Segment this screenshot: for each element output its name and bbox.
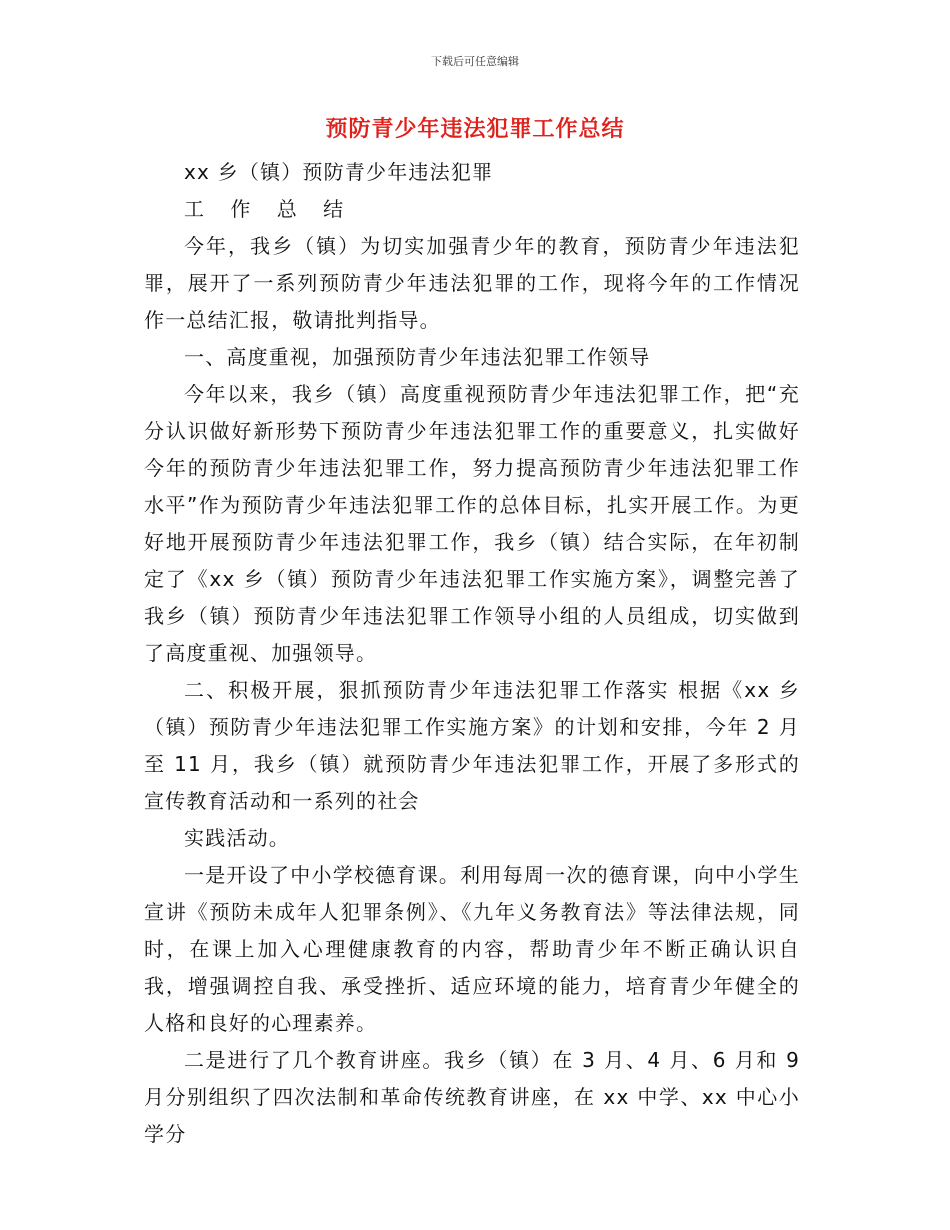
document-body: [144, 154, 800, 1153]
paragraph-section-1: 今年以来，我乡（镇）高度重视预防青少年违法犯罪工作，把“充分认识做好新形势下预防青少年违法犯罪工作的重要意义，扎实做好今年的预防青少年违法犯罪工作，努力提高预防青少年违法犯罪工作水平”作为预防青少年违法犯罪工作的总体目标，扎实开展工作。为更好地开展预防青少年违法犯罪工作，我乡（镇）结合实际，在年初制定了《xx 乡（镇）预防青少年违法犯罪工作实施方案》，调整完善了我乡（镇）预防青少年违法犯罪工作领导小组的人员组成，切实做到了高度重视、加强领导。: [144, 382, 800, 665]
section-heading-2: 二、积极开展，狠抓预防青少年违法犯罪工作落实 根据《xx 乡（镇）预防青少年违法犯罪工作实施方案》的计划和安排，今年 2 月至 11 月，我乡（镇）就预防青少年违法犯罪工作，开展了多形式的宣传教育活动和一系列的社会: [144, 678, 800, 813]
document-title: 预防青少年违法犯罪工作总结: [325, 117, 625, 142]
paragraph-practice: 实践活动。: [184, 826, 290, 850]
paragraph-subtitle: xx 乡（镇）预防青少年违法犯罪: [184, 160, 494, 184]
paragraph-intro: 今年，我乡（镇）为切实加强青少年的教育，预防青少年违法犯罪，展开了一系列预防青少年违法犯罪的工作，现将今年的工作情况作一总结汇报，敬请批判指导。: [144, 234, 800, 332]
paragraph-moral-course: 一是开设了中小学校德育课。利用每周一次的德育课，向中小学生宣讲《预防未成年人犯罪条例》、《九年义务教育法》等法律法规，同时，在课上加入心理健康教育的内容，帮助青少年不断正确认识自我，增强调控自我、承受挫折、适应环境的能力，培育青少年健全的人格和良好的心理素养。: [144, 863, 800, 1035]
paragraph-subtitle-summary: 工 作 总 结: [184, 197, 354, 221]
paragraph-lectures: 二是进行了几个教育讲座。我乡（镇）在 3 月、4 月、6 月和 9 月分别组织了四次法制和革命传统教育讲座，在 xx 中学、xx 中心小学分: [144, 1048, 800, 1146]
header-note: 下载后可任意编辑: [431, 55, 519, 68]
section-heading-1: 一、高度重视，加强预防青少年违法犯罪工作领导: [184, 345, 651, 369]
